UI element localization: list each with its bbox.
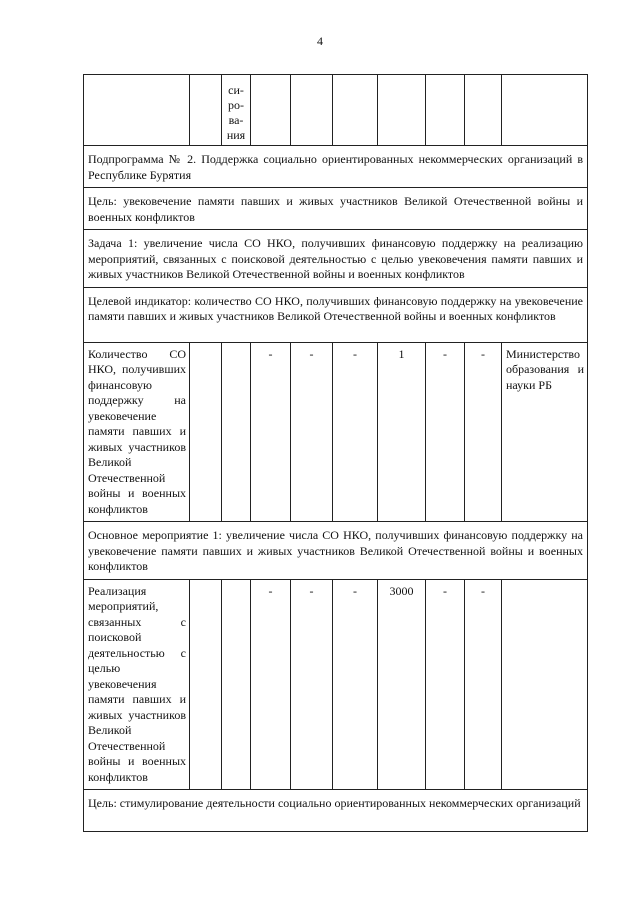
event-row (84, 579, 588, 790)
indicator-value: - (251, 342, 291, 522)
table-row (84, 522, 588, 580)
event-name: Реализация мероприятий, связанных с поисковой деятельностью с целью увековечения памяти павших и живых участников Великой Отечественной войны и военных конфликтов (84, 579, 190, 790)
table-row (84, 146, 588, 188)
event-value: - (465, 579, 502, 790)
main-event-1: Основное мероприятие 1: увеличение числа СО НКО, получивших финансовую поддержку на увековечение памяти павших и живых участников Великой Отечественной войны и военных конфликтов (84, 522, 588, 580)
goal-2: Цель: стимулирование деятельности социально ориентированных некоммерческих организаций (84, 790, 588, 832)
responsible-executor: Министерство образования и науки РБ (502, 342, 588, 522)
event-value: - (291, 579, 333, 790)
task-1: Задача 1: увеличение числа СО НКО, получивших финансовую поддержку на реализацию мероприятий, связанных с поисковой деятельностью с целью увековечения памяти павших и живых участников Великой Отечественной войны и военных конфликтов (84, 230, 588, 288)
event-value: - (251, 579, 291, 790)
table-row (84, 287, 588, 342)
table-row (84, 230, 588, 288)
table-row (84, 75, 588, 146)
indicator-name: Количество СО НКО, получивших финансовую поддержку на увековечение памяти павших и живых участников Великой Отечественной войны и военных конфликтов (84, 342, 190, 522)
indicator-value: - (426, 342, 465, 522)
page-number: 4 (317, 34, 323, 48)
indicator-row (84, 342, 588, 522)
event-value: - (426, 579, 465, 790)
indicator-value: - (333, 342, 378, 522)
event-responsible (502, 579, 588, 790)
target-indicator: Целевой индикатор: количество СО НКО, получивших финансовую поддержку на увековечение памяти павших и живых участников Великой Отечественной войны и военных конфликтов (84, 287, 588, 342)
cell-text-fragment: си- ро- ва- ния (222, 75, 251, 146)
event-value: - (333, 579, 378, 790)
program-table (83, 74, 588, 832)
table-row (84, 790, 588, 832)
event-value: 3000 (378, 579, 426, 790)
indicator-value: - (291, 342, 333, 522)
indicator-value: 1 (378, 342, 426, 522)
subprogram-title: Подпрограмма № 2. Поддержка социально ориентированных некоммерческих организаций в Республике Бурятия (84, 146, 588, 188)
table-row (84, 188, 588, 230)
indicator-value: - (465, 342, 502, 522)
goal-1: Цель: увековечение памяти павших и живых участников Великой Отечественной войны и военных конфликтов (84, 188, 588, 230)
